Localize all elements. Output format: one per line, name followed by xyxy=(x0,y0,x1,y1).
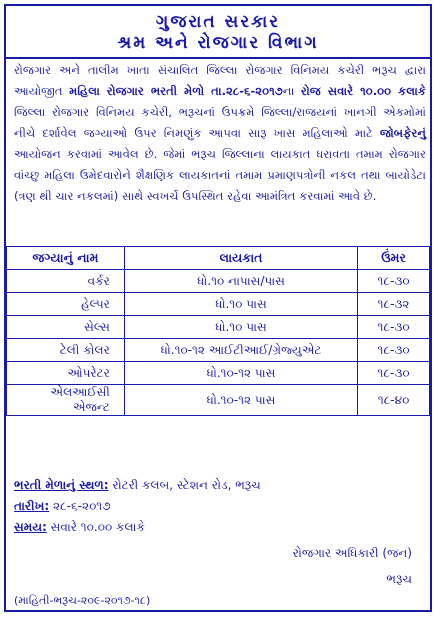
notice-text-4: આયોજન કરવામાં આવેલ છે. જેમાં ભરૂચ જિલ્લાના લાયકાત ધરાવતા તમામ રોજગાર વાંચ્છુ મહિલા ઉમેદવારોને શૈક્ષણિક લાયકાતનાં તમામ પ્રમાણપત્રોની નકલ તથા બાયોડેટા (ત્રણ થી ચાર નકલમાં) સાથે સ્વખર્ચે ઉપસ્થિત રહેવા આમંત્રિત કરવામાં આવે છે. xyxy=(14,147,426,203)
table-row xyxy=(7,270,430,293)
age-range: ૧૮-૩૦ xyxy=(358,316,430,339)
age-range: ૧૮-૩૦ xyxy=(358,339,430,362)
age-range: ૧૮-૩૨ xyxy=(358,293,430,316)
venue-value: રોટરી કલબ, સ્ટેશન રોડ, ભરૂચ xyxy=(108,478,261,492)
venue-label: ભરતી મેળાનું સ્થળ: xyxy=(14,478,109,492)
table-row xyxy=(7,339,430,362)
date-line xyxy=(14,497,426,515)
reference-number: (માહિતી-ભરૂચ-૨૦૯-૨૦૧૭-૧૮) xyxy=(14,594,151,607)
post-name: ટેલી કોલર xyxy=(7,339,125,362)
post-name: ઓપરેટર xyxy=(7,362,125,385)
officer-signature: રોજગાર અધિકારી (જન) xyxy=(292,546,412,560)
post-name: એલઆઈસી એજન્ટ xyxy=(7,385,125,416)
header-department: શ્રમ અને રોજગાર વિભાગ xyxy=(117,33,319,53)
notice-text-1: રોજગાર અને તાલીમ ખાતા સંચાલિત જિલ્લા રોજગાર વિનિમય કચેરી ભરૂચ દ્વારા આયોજીત xyxy=(14,63,426,98)
officer-place: ભરૂચ xyxy=(386,572,412,586)
notice-jobfair: જોબફેરનું xyxy=(379,126,426,140)
venue-line xyxy=(14,476,426,494)
qualification: ધો.૧૦-૧૨ પાસ xyxy=(124,362,357,385)
qualification: ધો.૧૦-૧૨ આઈટીઆઈ/ગ્રેજ્યુએટ xyxy=(124,339,357,362)
notice-paragraph xyxy=(14,60,426,207)
age-range: ૧૮-૩૦ xyxy=(358,270,430,293)
header-divider xyxy=(6,57,430,59)
notice-fair-time: રોજ સવારે ૧૦.૦૦ કલાકે xyxy=(300,84,426,98)
time-label: સમય: xyxy=(14,520,47,534)
header-qualification: લાયકાત xyxy=(124,247,357,270)
time-value: સવારે ૧૦.૦૦ કલાકે xyxy=(46,520,145,534)
table-header-row xyxy=(7,247,430,270)
table-row xyxy=(7,362,430,385)
qualification: ધો.૧૦-૧૨ પાસ xyxy=(124,385,357,416)
qualification: ધો.૧૦ પાસ xyxy=(124,293,357,316)
date-label: તારીખ: xyxy=(14,499,50,513)
notice-fair-title: મહિલા રોજગાર ભરતી મેળો તા.૨૮-૬-૨૦૧૭ xyxy=(69,84,283,98)
table-row xyxy=(7,316,430,339)
post-name: હેલ્પર xyxy=(7,293,125,316)
qualification: ધો.૧૦ પાસ xyxy=(124,316,357,339)
table-row xyxy=(7,385,430,416)
post-name: વર્કર xyxy=(7,270,125,293)
notice-text-2: ના xyxy=(282,84,301,98)
notice-frame xyxy=(4,4,432,612)
vacancy-table xyxy=(6,246,430,416)
header xyxy=(6,6,430,56)
post-name: સેલ્સ xyxy=(7,316,125,339)
qualification: ધો.૧૦ નાપાસ/પાસ xyxy=(124,270,357,293)
notice-text-3: જિલ્લા રોજગાર વિનિમય કચેરી, ભરૂચનાં ઉપક્રમે જિલ્લા/રાજયનાં ખાનગી એકમોમાં નીચે દર્શાવેલ જગ્યાઓ ઉપર નિમણુંક આપવા સારૂ ખાસ મહિલાઓ માટે xyxy=(14,105,426,140)
date-value: ૨૮-૬-૨૦૧૭ xyxy=(49,499,111,513)
age-range: ૧૮-૪૦ xyxy=(358,385,430,416)
header-age: ઉંમર xyxy=(358,247,430,270)
table-row xyxy=(7,293,430,316)
age-range: ૧૮-૩૦ xyxy=(358,362,430,385)
header-government: ગુજરાત સરકાર xyxy=(155,12,281,32)
header-post: જગ્યાનું નામ xyxy=(7,247,125,270)
time-line xyxy=(14,518,426,536)
